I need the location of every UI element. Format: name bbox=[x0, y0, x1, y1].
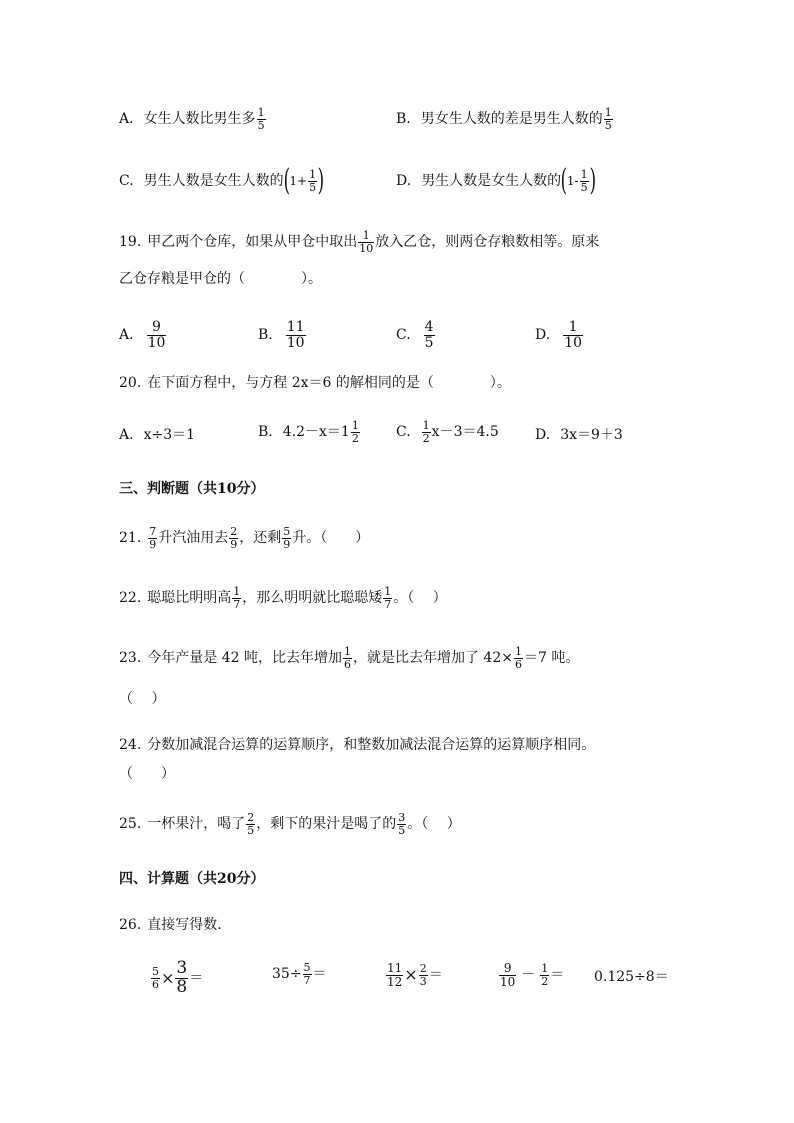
q18-option-d: D. 男生人数是女生人数的(1- $\frac{1}{5}$ ) bbox=[396, 163, 596, 198]
q19-option-c: C. $\frac{4}{5}$ bbox=[396, 319, 434, 351]
q26-expression-1: $\frac{5}{6}$ × $\frac{3}{8}$ ＝ bbox=[152, 958, 204, 997]
q18-option-a: A. 女生人数比男生多 $\frac{1}{5}$ bbox=[119, 106, 265, 132]
q26-question: 26. 直接写得数. bbox=[119, 917, 222, 933]
q24-answer-bracket: （ ） bbox=[119, 766, 175, 782]
fraction: $\frac{1}{10}$ bbox=[359, 229, 374, 255]
q24-question: 24. 分数加减混合运算的运算顺序，和整数加减法混合运算的运算顺序相同。 bbox=[119, 737, 596, 753]
q18-option-b: B. 男女生人数的差是男生人数的 $\frac{1}{5}$ bbox=[396, 106, 612, 132]
q20-option-a: A. x÷3＝1 bbox=[119, 427, 196, 443]
q23-question: 23. 今年产量是 42 吨，比去年增加 $\frac{1}{6}$ ，就是比去年增加了 42× $\frac{1}{6}$ ＝7 吨。 bbox=[119, 645, 580, 671]
q20-option-b: B. 4.2－x＝1 $\frac{1}{2}$ bbox=[258, 419, 359, 445]
q26-expression-4: $\frac{9}{10}$ － $\frac{1}{2}$ ＝ bbox=[500, 961, 565, 989]
q21-question: 21. $\frac{7}{9}$ 升汽油用去 $\frac{2}{9}$ ，还剩 $\frac{5}{9}$ 升。（ ） bbox=[119, 525, 370, 551]
q20-option-c: C. $\frac{1}{2}$ x－3＝4.5 bbox=[396, 419, 499, 445]
q20-option-d: D. 3x＝9＋3 bbox=[535, 427, 623, 443]
q19-option-b: B. $\frac{11}{10}$ bbox=[258, 319, 305, 351]
q19-option-a: A. $\frac{9}{10}$ bbox=[119, 319, 166, 351]
q25-question: 25. 一杯果汁，喝了 $\frac{2}{5}$ ，剩下的果汁是喝了的 $\frac{3}{5}$ 。（ ） bbox=[119, 811, 461, 837]
q23-answer-bracket: （ ） bbox=[119, 691, 166, 707]
q18-option-c: C. 男生人数是女生人数的(1+ $\frac{1}{5}$ ) bbox=[119, 163, 325, 198]
fraction: $\frac{1}{5}$ bbox=[309, 167, 317, 194]
fraction: $\frac{1}{5}$ bbox=[257, 106, 265, 132]
section-heading-judgement: 三、判断题（共10分） bbox=[119, 481, 265, 497]
q22-question: 22. 聪聪比明明高 $\frac{1}{7}$ ，那么明明就比聪聪矮 $\frac{1}{7}$ 。（ ） bbox=[119, 585, 447, 611]
q26-expression-2: 35÷ $\frac{5}{7}$ ＝ bbox=[272, 961, 327, 987]
q19-question: 19. 甲乙两个仓库，如果从甲仓中取出 $\frac{1}{10}$ 放入乙仓，则两仓存粮数相等。原来 bbox=[119, 229, 600, 255]
q26-expression-5: 0.125÷8＝ bbox=[594, 969, 669, 985]
q19-question-line2: 乙仓存粮是甲仓的（ ）。 bbox=[119, 271, 322, 287]
section-heading-calculation: 四、计算题（共20分） bbox=[119, 871, 265, 887]
q19-option-d: D. $\frac{1}{10}$ bbox=[535, 319, 583, 351]
q20-question: 20. 在下面方程中，与方程 2x＝6 的解相同的是（ ）。 bbox=[119, 375, 511, 391]
fraction: $\frac{1}{5}$ bbox=[580, 167, 588, 194]
q26-expression-3: $\frac{11}{12}$ × $\frac{2}{3}$ ＝ bbox=[387, 961, 443, 989]
fraction: $\frac{1}{5}$ bbox=[604, 106, 612, 132]
